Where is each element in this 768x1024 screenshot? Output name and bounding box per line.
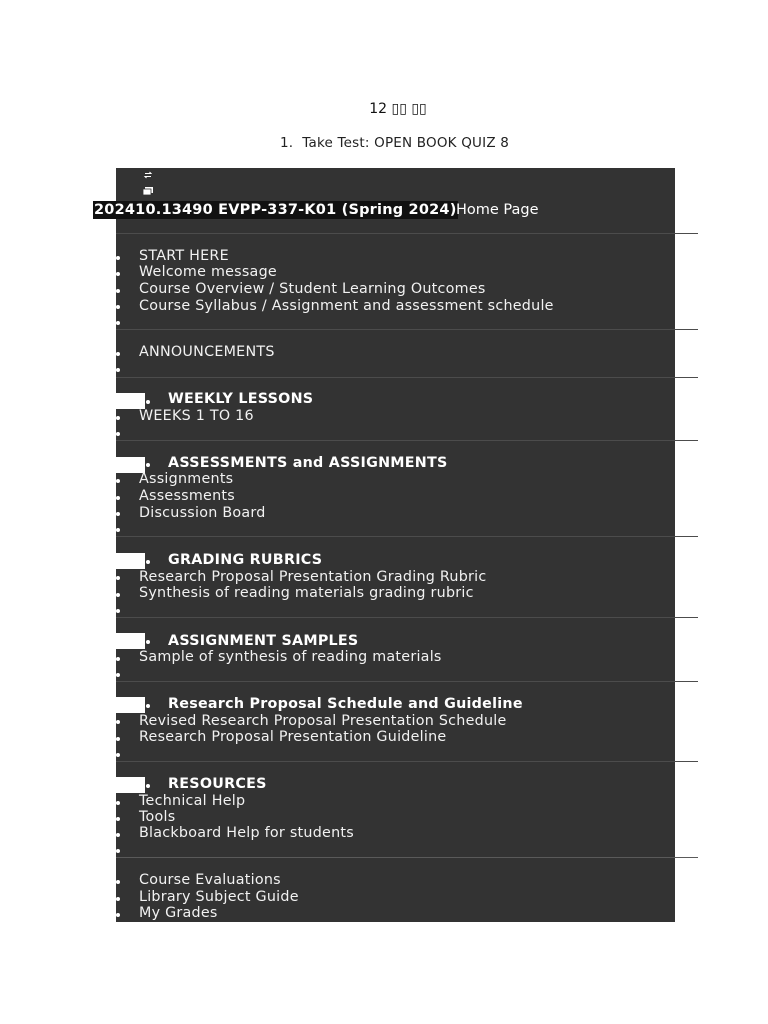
menu-item-assessments[interactable]: Assessments (139, 488, 235, 504)
divider (116, 857, 698, 858)
bullet (146, 463, 150, 467)
bullet (116, 496, 120, 500)
divider (116, 761, 698, 762)
bullet (146, 560, 150, 564)
menu-item-revised-schedule[interactable]: Revised Research Proposal Presentation Schedule (139, 713, 507, 729)
bullet (146, 704, 150, 708)
bullet (116, 913, 120, 917)
menu-item-welcome-message[interactable]: Welcome message (139, 264, 277, 280)
refresh-icon[interactable] (143, 170, 153, 180)
menu-item-presentation-guideline[interactable]: Research Proposal Presentation Guideline (139, 729, 447, 745)
menu-item-presentation-rubric[interactable]: Research Proposal Presentation Grading Rubric (139, 569, 487, 585)
bullet (116, 609, 120, 613)
section-heading-resources[interactable]: RESOURCES (168, 776, 267, 792)
bullet (116, 321, 120, 325)
bullet (116, 737, 120, 741)
bullet (116, 657, 120, 661)
bullet (116, 512, 120, 516)
bullet (146, 400, 150, 404)
menu-item-synthesis-rubric[interactable]: Synthesis of reading materials grading rubric (139, 585, 474, 601)
divider (116, 617, 698, 618)
bullet (116, 753, 120, 757)
breadcrumb-number: 1. (280, 135, 294, 151)
menu-item-my-grades[interactable]: My Grades (139, 905, 218, 921)
menu-item-announcements[interactable]: ANNOUNCEMENTS (139, 344, 275, 360)
section-heading-grading-rubrics[interactable]: GRADING RUBRICS (168, 552, 323, 568)
divider (116, 681, 698, 682)
bullet (116, 368, 120, 372)
home-page-link[interactable]: Home Page (456, 202, 539, 218)
course-menu-panel (116, 168, 675, 922)
bullet (116, 352, 120, 356)
breadcrumb (280, 135, 509, 151)
section-heading-research-proposal[interactable]: Research Proposal Schedule and Guideline (168, 696, 523, 712)
menu-item-library-guide[interactable]: Library Subject Guide (139, 889, 299, 905)
menu-item-blackboard-help[interactable]: Blackboard Help for students (139, 825, 354, 841)
document-title: 12 ▯▯ ▯▯ (369, 101, 427, 117)
menu-item-assignments[interactable]: Assignments (139, 471, 234, 487)
menu-item-course-syllabus[interactable]: Course Syllabus / Assignment and assessment schedule (139, 298, 554, 314)
divider (116, 536, 698, 537)
menu-item-course-overview[interactable]: Course Overview / Student Learning Outcomes (139, 281, 486, 297)
course-id-badge[interactable]: 202410.13490 EVPP-337-K01 (Spring 2024) (94, 202, 457, 218)
bullet (116, 432, 120, 436)
section-toggle[interactable] (115, 777, 145, 793)
bullet (116, 833, 120, 837)
divider (116, 233, 698, 234)
window-icon[interactable] (142, 186, 154, 196)
bullet (116, 593, 120, 597)
section-toggle[interactable] (115, 553, 145, 569)
section-toggle[interactable] (115, 697, 145, 713)
divider (116, 329, 698, 330)
bullet (146, 784, 150, 788)
bullet (116, 880, 120, 884)
divider (116, 377, 698, 378)
section-toggle[interactable] (115, 393, 145, 409)
breadcrumb-link[interactable]: Take Test: OPEN BOOK QUIZ 8 (302, 135, 510, 151)
menu-item-tools[interactable]: Tools (139, 809, 176, 825)
bullet (116, 801, 120, 805)
section-heading-assessments[interactable]: ASSESSMENTS and ASSIGNMENTS (168, 455, 448, 471)
bullet (116, 673, 120, 677)
section-toggle[interactable] (115, 633, 145, 649)
bullet (116, 256, 120, 260)
bullet (116, 479, 120, 483)
menu-item-discussion-board[interactable]: Discussion Board (139, 505, 266, 521)
section-heading-weekly-lessons[interactable]: WEEKLY LESSONS (168, 391, 314, 407)
bullet (116, 305, 120, 309)
menu-item-synthesis-sample[interactable]: Sample of synthesis of reading materials (139, 649, 442, 665)
bullet (116, 528, 120, 532)
menu-item-technical-help[interactable]: Technical Help (139, 793, 246, 809)
bullet (146, 640, 150, 644)
bullet (116, 416, 120, 420)
bullet (116, 849, 120, 853)
bullet (116, 289, 120, 293)
bullet (116, 817, 120, 821)
menu-item-course-evaluations[interactable]: Course Evaluations (139, 872, 281, 888)
bullet (116, 576, 120, 580)
bullet (116, 720, 120, 724)
menu-item-weeks[interactable]: WEEKS 1 TO 16 (139, 408, 254, 424)
bullet (116, 272, 120, 276)
divider (116, 440, 698, 441)
section-heading-assignment-samples[interactable]: ASSIGNMENT SAMPLES (168, 633, 359, 649)
bullet (116, 897, 120, 901)
menu-item-start-here[interactable]: START HERE (139, 248, 229, 264)
